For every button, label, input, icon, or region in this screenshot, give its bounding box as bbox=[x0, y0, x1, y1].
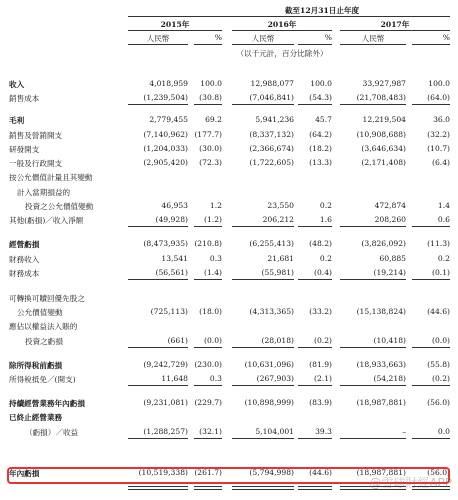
amount-cell: 33,927,987 bbox=[362, 79, 406, 88]
amount-cell: (10,898,999) bbox=[244, 398, 294, 407]
row-label: 財務收入 bbox=[9, 255, 40, 264]
percent-cell: 1.2 bbox=[209, 201, 222, 210]
amount-cell: (18,987,881) bbox=[356, 468, 406, 477]
row-label: 收入 bbox=[9, 80, 25, 89]
percent-cell: (0.1) bbox=[431, 268, 450, 277]
amount-cell: 208,260 bbox=[374, 215, 406, 224]
row-label: 應佔以權益法入賬的 bbox=[9, 322, 78, 331]
percent-cell: 1.4 bbox=[437, 201, 450, 210]
percent-cell: (32.2) bbox=[427, 130, 450, 139]
percent-cell: (33.2) bbox=[309, 307, 332, 316]
row-label: 持續經營業務年內虧損 bbox=[9, 399, 85, 408]
percent-cell: (83.9) bbox=[309, 398, 332, 407]
unit-note: （以千元計，百分比除外） bbox=[236, 49, 328, 58]
percent-2015-underline bbox=[194, 44, 222, 45]
row-label: 經營虧損 bbox=[9, 240, 40, 249]
year-2015: 2015年 bbox=[160, 20, 190, 29]
amount-cell: (2,905,420) bbox=[143, 158, 188, 167]
watermark-text: @雪球財經APP bbox=[369, 476, 452, 490]
percent-cell: (44.6) bbox=[427, 307, 450, 316]
percent-cell: (54.3) bbox=[309, 93, 332, 102]
amount-cell: (55,981) bbox=[261, 268, 294, 277]
amount-cell: 12,988,077 bbox=[250, 79, 294, 88]
percent-cell: 45.7 bbox=[315, 115, 332, 124]
currency-2016-underline bbox=[232, 44, 294, 45]
amount-cell: – bbox=[402, 427, 406, 436]
subtotal-rule bbox=[340, 279, 406, 280]
amount-cell: (3,646,634) bbox=[361, 144, 406, 153]
total-double-rule bbox=[194, 486, 222, 490]
subtotal-rule bbox=[298, 438, 332, 439]
amount-cell: (7,046,841) bbox=[249, 93, 294, 102]
percent-cell: 0.3 bbox=[209, 254, 222, 263]
row-label: 投資之公允價值變動 bbox=[25, 202, 94, 211]
amount-cell: (56,561) bbox=[155, 268, 188, 277]
amount-cell: (1,288,257) bbox=[143, 427, 188, 436]
subtotal-rule bbox=[232, 226, 294, 227]
row-label: 研發開支 bbox=[9, 145, 40, 154]
subtotal-rule bbox=[232, 347, 294, 348]
year-2016-underline bbox=[232, 30, 332, 31]
percent-cell: 100.0 bbox=[310, 79, 332, 88]
percent-2015: % bbox=[214, 33, 222, 42]
amount-cell: (3,826,092) bbox=[361, 239, 406, 248]
subtotal-rule bbox=[128, 104, 188, 105]
period-heading: 截至12月31日止年度 bbox=[284, 6, 360, 15]
percent-cell: (0.0) bbox=[203, 336, 222, 345]
row-label: 除所得稅前虧損 bbox=[9, 361, 63, 370]
amount-cell: (18,987,881) bbox=[356, 398, 406, 407]
percent-cell: (10.7) bbox=[427, 144, 450, 153]
amount-cell: 5,941,236 bbox=[255, 115, 294, 124]
percent-2017: % bbox=[442, 33, 450, 42]
year-2015-underline bbox=[128, 30, 222, 31]
amount-cell: 206,212 bbox=[262, 215, 294, 224]
amount-cell: (49,928) bbox=[155, 215, 188, 224]
row-label: 一般及行政開支 bbox=[9, 159, 63, 168]
subtotal-rule bbox=[128, 385, 188, 386]
amount-cell: (10,631,096) bbox=[244, 360, 294, 369]
subtotal-rule bbox=[298, 104, 332, 105]
subtotal-rule bbox=[298, 279, 332, 280]
subtotal-rule bbox=[412, 104, 450, 105]
row-label: 公允價值變動 bbox=[17, 308, 63, 317]
percent-cell: (72.3) bbox=[199, 158, 222, 167]
amount-cell: 13,541 bbox=[161, 254, 188, 263]
row-label: 計入當期損益的 bbox=[17, 188, 71, 197]
amount-cell: 23,550 bbox=[267, 201, 294, 210]
amount-cell: (7,140,962) bbox=[143, 130, 188, 139]
period-underline bbox=[128, 16, 450, 17]
amount-cell: 12,219,504 bbox=[362, 115, 406, 124]
percent-2016-underline bbox=[298, 44, 332, 45]
subtotal-rule bbox=[340, 347, 406, 348]
amount-cell: (4,313,365) bbox=[249, 307, 294, 316]
amount-cell: (54,218) bbox=[373, 374, 406, 383]
row-label: 已終止經營業務 bbox=[9, 413, 63, 422]
amount-cell: (1,204,033) bbox=[143, 144, 188, 153]
percent-cell: 0.2 bbox=[319, 254, 332, 263]
percent-cell: (64.2) bbox=[309, 130, 332, 139]
amount-cell: (8,337,132) bbox=[249, 130, 294, 139]
subtotal-rule bbox=[232, 279, 294, 280]
percent-cell: (30.8) bbox=[199, 93, 222, 102]
amount-cell: 5,104,001 bbox=[255, 427, 294, 436]
percent-cell: (2.1) bbox=[313, 374, 332, 383]
subtotal-rule bbox=[340, 385, 406, 386]
row-label: 財務成本 bbox=[9, 269, 40, 278]
percent-cell: (6.4) bbox=[431, 158, 450, 167]
amount-cell: (10,418) bbox=[373, 336, 406, 345]
percent-cell: 39.3 bbox=[315, 427, 332, 436]
percent-cell: (32.1) bbox=[199, 427, 222, 436]
row-label: 銷售及營銷開支 bbox=[9, 131, 63, 140]
percent-cell: 0.2 bbox=[437, 254, 450, 263]
amount-cell: (661) bbox=[167, 336, 188, 345]
percent-cell: (1.2) bbox=[203, 215, 222, 224]
row-label: 年內虧損 bbox=[9, 469, 40, 478]
row-label: （虧損）／收益 bbox=[25, 428, 79, 437]
row-label: 所得稅抵免／(開支) bbox=[9, 375, 76, 384]
percent-cell: (56.0) bbox=[427, 398, 450, 407]
percent-cell: (11.3) bbox=[427, 239, 450, 248]
percent-cell: 36.0 bbox=[433, 115, 450, 124]
total-double-rule bbox=[128, 486, 188, 490]
amount-cell: (28,018) bbox=[261, 336, 294, 345]
row-label: 可轉換可贖回優先股之 bbox=[9, 294, 85, 303]
percent-cell: (55.8) bbox=[427, 360, 450, 369]
subtotal-rule bbox=[340, 104, 406, 105]
percent-cell: (177.7) bbox=[194, 130, 222, 139]
currency-2017-underline bbox=[340, 44, 406, 45]
amount-cell: (9,231,081) bbox=[143, 398, 188, 407]
subtotal-rule bbox=[232, 438, 294, 439]
amount-cell: (1,239,504) bbox=[143, 93, 188, 102]
amount-cell: 46,953 bbox=[161, 201, 188, 210]
amount-cell: (267,903) bbox=[256, 374, 294, 383]
percent-cell: 0.2 bbox=[319, 201, 332, 210]
percent-cell: 69.2 bbox=[205, 115, 222, 124]
subtotal-rule bbox=[412, 347, 450, 348]
subtotal-rule bbox=[128, 279, 188, 280]
amount-cell: (9,242,729) bbox=[143, 360, 188, 369]
percent-cell: 1.6 bbox=[319, 215, 332, 224]
percent-cell: (44.6) bbox=[309, 468, 332, 477]
percent-cell: (210.8) bbox=[194, 239, 222, 248]
percent-cell: (261.7) bbox=[194, 468, 222, 477]
amount-cell: (1,722,605) bbox=[249, 158, 294, 167]
subtotal-rule bbox=[412, 385, 450, 386]
amount-cell: 21,681 bbox=[267, 254, 294, 263]
currency-2015: 人民幣 bbox=[146, 34, 170, 43]
subtotal-rule bbox=[232, 385, 294, 386]
amount-cell: (2,366,674) bbox=[249, 144, 294, 153]
subtotal-rule bbox=[194, 385, 222, 386]
amount-cell: 4,018,959 bbox=[149, 79, 188, 88]
percent-cell: (56.0) bbox=[427, 468, 450, 477]
row-label: 其他(虧損)／收入淨額 bbox=[9, 216, 84, 225]
amount-cell: (6,255,413) bbox=[249, 239, 294, 248]
subtotal-rule bbox=[412, 438, 450, 439]
year-2017: 2017年 bbox=[380, 20, 410, 29]
subtotal-rule bbox=[194, 347, 222, 348]
percent-cell: (0.2) bbox=[313, 336, 332, 345]
subtotal-rule bbox=[298, 385, 332, 386]
percent-cell: (1.4) bbox=[203, 268, 222, 277]
subtotal-rule bbox=[194, 279, 222, 280]
percent-cell: 0.6 bbox=[437, 215, 450, 224]
percent-cell: (18.0) bbox=[199, 307, 222, 316]
amount-cell: (21,708,483) bbox=[356, 93, 406, 102]
subtotal-rule bbox=[412, 279, 450, 280]
subtotal-rule bbox=[194, 438, 222, 439]
subtotal-rule bbox=[298, 226, 332, 227]
amount-cell: (2,171,408) bbox=[361, 158, 406, 167]
percent-cell: 0.0 bbox=[437, 427, 450, 436]
amount-cell: (19,214) bbox=[373, 268, 406, 277]
amount-cell: (18,933,663) bbox=[356, 360, 406, 369]
subtotal-rule bbox=[232, 104, 294, 105]
subtotal-rule bbox=[340, 226, 406, 227]
subtotal-rule bbox=[194, 226, 222, 227]
subtotal-rule bbox=[194, 104, 222, 105]
amount-cell: 2,779,455 bbox=[149, 115, 188, 124]
row-label: 銷售成本 bbox=[9, 94, 40, 103]
amount-cell: (8,473,935) bbox=[143, 239, 188, 248]
total-double-rule bbox=[232, 486, 294, 490]
subtotal-rule bbox=[128, 438, 188, 439]
percent-cell: (81.9) bbox=[309, 360, 332, 369]
amount-cell: 11,648 bbox=[161, 374, 188, 383]
amount-cell: (5,794,998) bbox=[249, 468, 294, 477]
currency-2016: 人民幣 bbox=[251, 34, 275, 43]
percent-cell: 100.0 bbox=[200, 79, 222, 88]
subtotal-rule bbox=[128, 347, 188, 348]
year-2017-underline bbox=[340, 30, 450, 31]
amount-cell: (15,138,824) bbox=[356, 307, 406, 316]
row-label: 投資之虧損 bbox=[25, 337, 63, 346]
currency-2015-underline bbox=[128, 44, 188, 45]
percent-cell: 100.0 bbox=[428, 79, 450, 88]
amount-cell: (10,519,338) bbox=[138, 468, 188, 477]
subtotal-rule bbox=[412, 226, 450, 227]
subtotal-rule bbox=[298, 347, 332, 348]
percent-cell: (229.7) bbox=[194, 398, 222, 407]
subtotal-rule bbox=[340, 438, 406, 439]
percent-cell: (30.0) bbox=[199, 144, 222, 153]
percent-cell: (13.3) bbox=[309, 158, 332, 167]
row-label: 按公允價值計量且其變動 bbox=[9, 173, 93, 182]
currency-2017: 人民幣 bbox=[361, 34, 385, 43]
percent-cell: (0.4) bbox=[313, 268, 332, 277]
amount-cell: 472,874 bbox=[374, 201, 406, 210]
percent-cell: (0.0) bbox=[431, 336, 450, 345]
percent-cell: (230.0) bbox=[194, 360, 222, 369]
percent-cell: (48.2) bbox=[309, 239, 332, 248]
percent-cell: (64.0) bbox=[427, 93, 450, 102]
percent-2017-underline bbox=[412, 44, 450, 45]
total-double-rule bbox=[298, 486, 332, 490]
amount-cell: 60,885 bbox=[379, 254, 406, 263]
percent-cell: (18.2) bbox=[309, 144, 332, 153]
amount-cell: (10,908,688) bbox=[356, 130, 406, 139]
percent-cell: 0.3 bbox=[209, 374, 222, 383]
percent-2016: % bbox=[324, 33, 332, 42]
row-label: 毛利 bbox=[9, 116, 25, 125]
subtotal-rule bbox=[128, 226, 188, 227]
amount-cell: (725,113) bbox=[150, 307, 188, 316]
percent-cell: (0.2) bbox=[431, 374, 450, 383]
year-2016: 2016年 bbox=[267, 20, 297, 29]
